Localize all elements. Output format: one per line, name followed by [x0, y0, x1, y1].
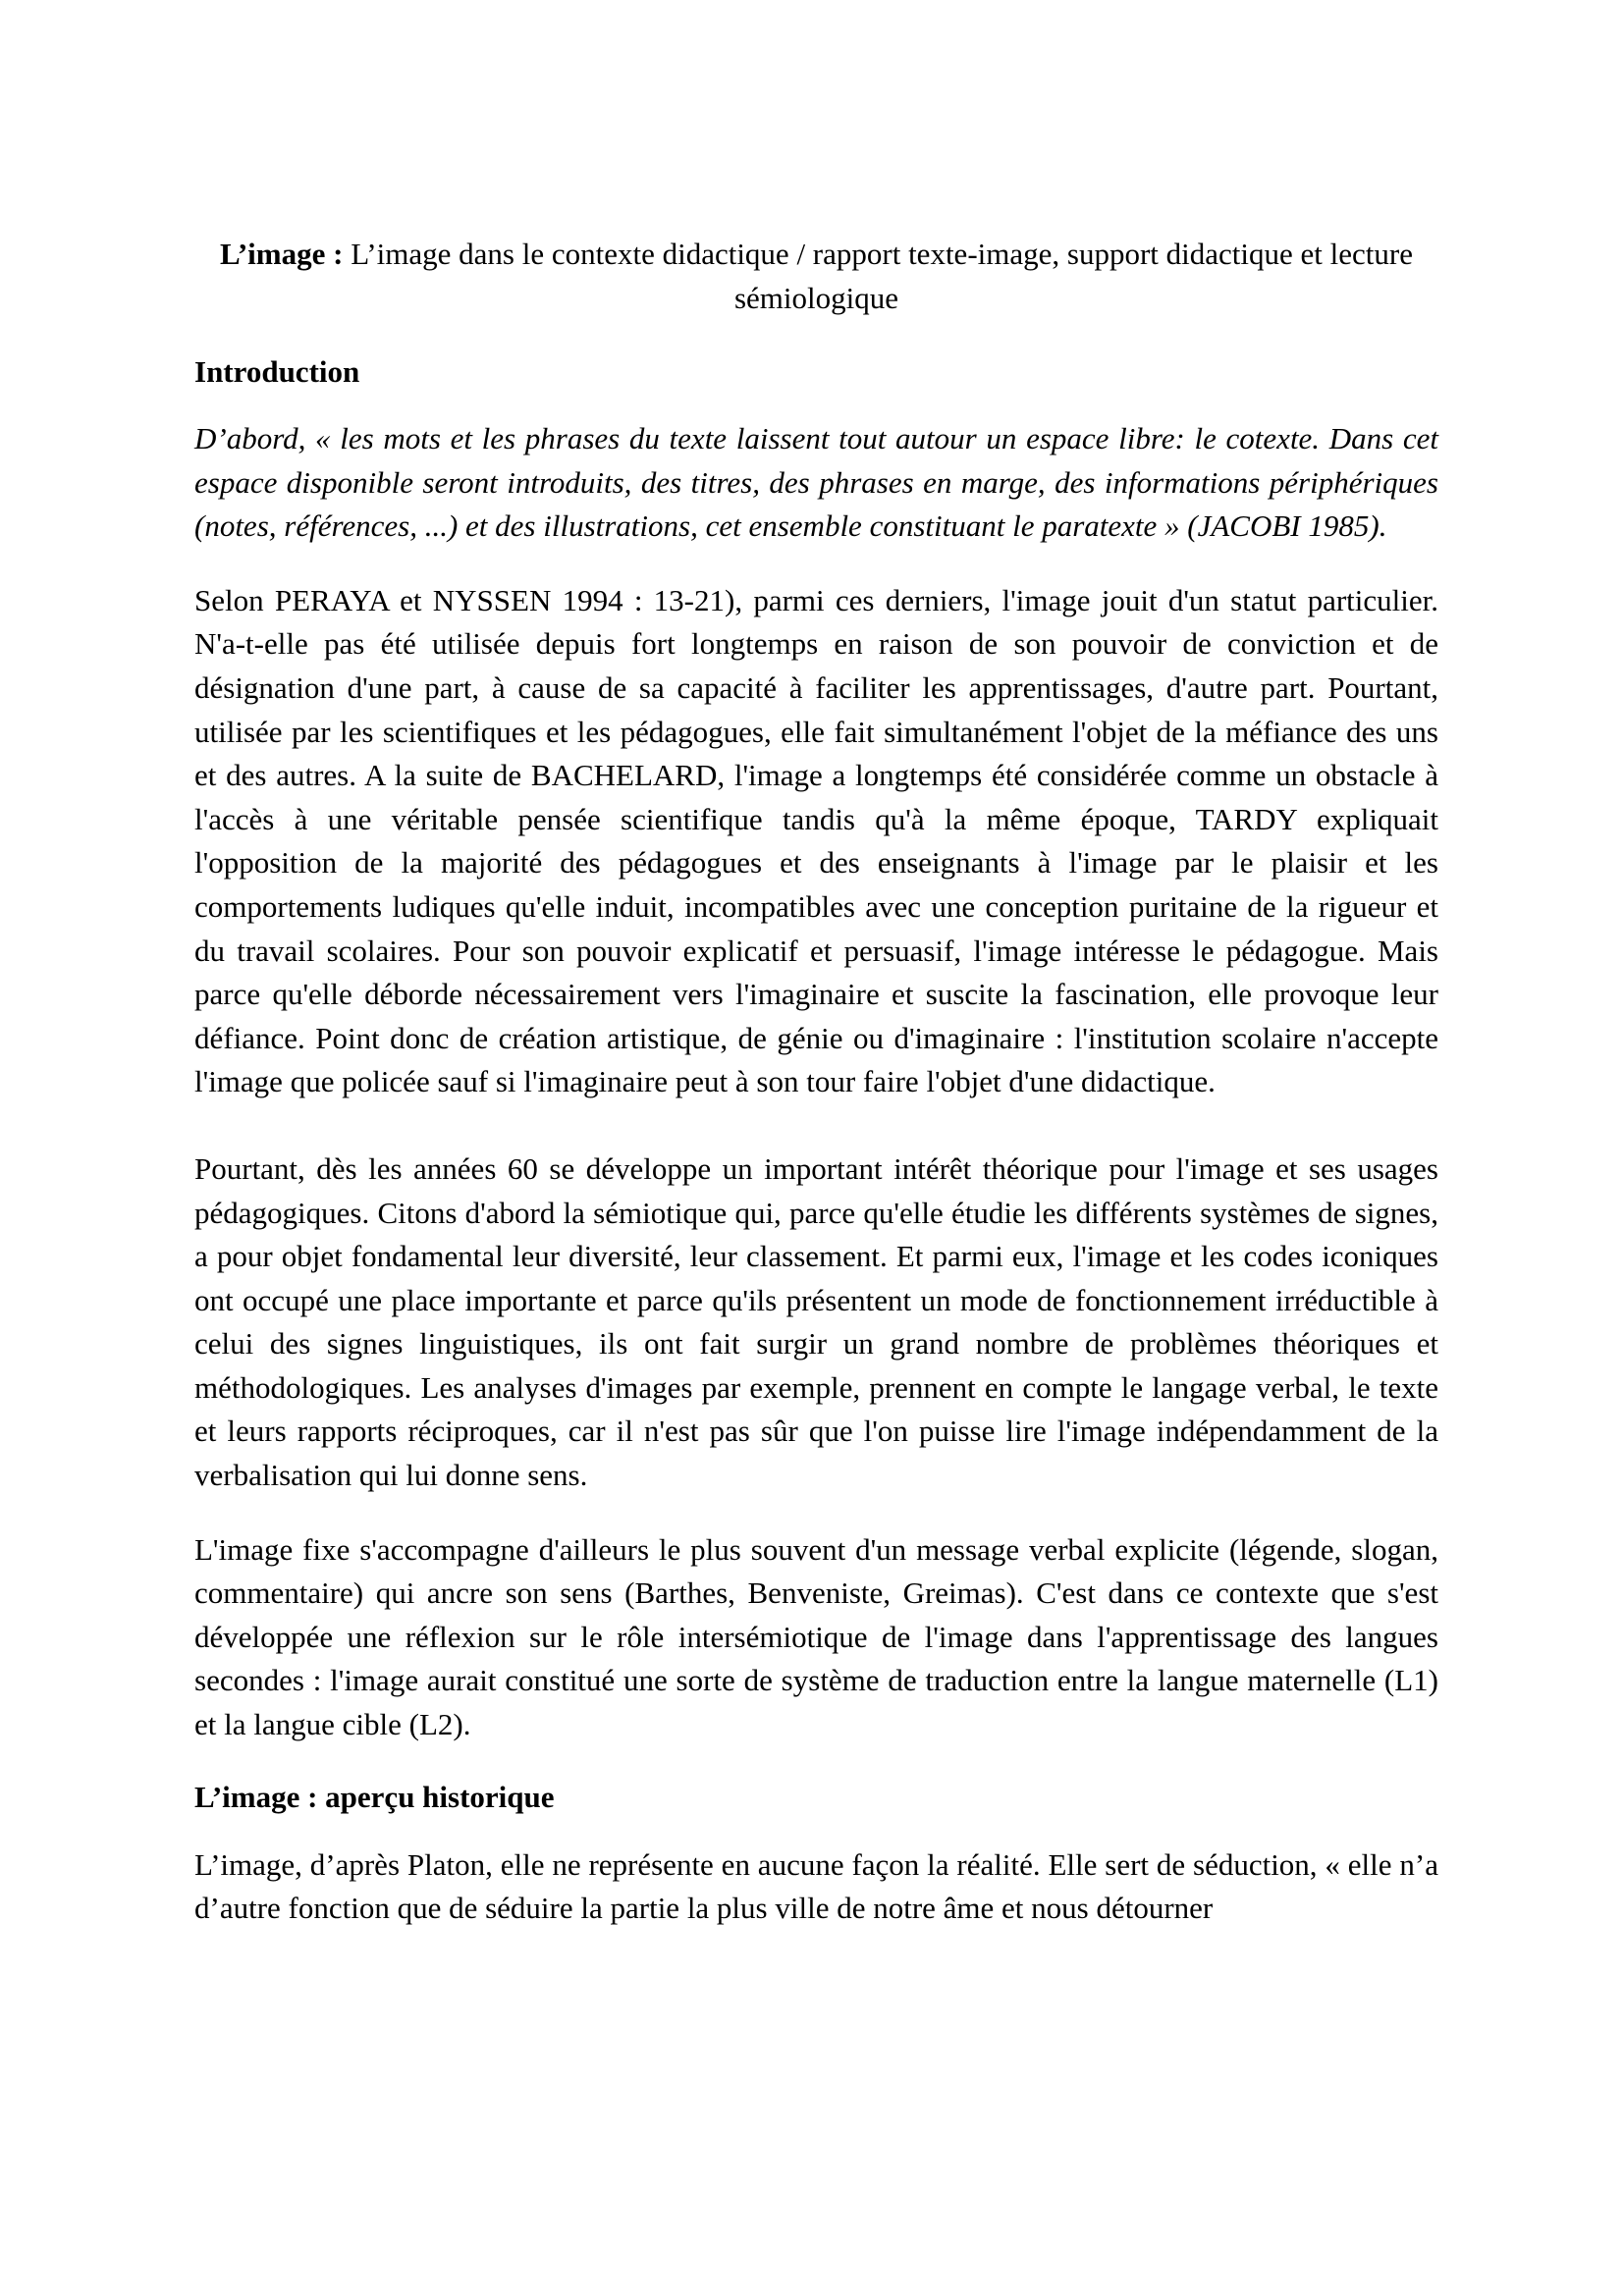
- paragraph-fixed-image: L'image fixe s'accompagne d'ailleurs le plus souvent d'un message verbal explicite (légende, slogan, commentaire) qui ancre son sens (Barthes, Benveniste, Greimas). C'est dans ce contexte que s'est développée une réflexion sur le rôle intersémiotique de l'image dans l'apprentissage des langues secondes : l'image aurait constitué une sorte de système de traduction entre la langue maternelle (L1) et la langue cible (L2).: [194, 1531, 1438, 1742]
- paragraph-perraya-nyssen: Selon PERAYA et NYSSEN 1994 : 13-21), parmi ces derniers, l'image jouit d'un statut particulier. N'a-t-elle pas été utilisée depuis fort longtemps en raison de son pouvoir de conviction et de désignation d'une part, à cause de sa capacité à faciliter les apprentissages, d'autre part. Pourtant, utilisée par les scientifiques et les pédagogues, elle fait simultanément l'objet de la méfiance des uns et des autres. A la suite de BACHELARD, l'image a longtemps été considérée comme un obstacle à l'accès à une véritable pensée scientifique tandis qu'à la même époque, TARDY expliquait l'opposition de la majorité des pédagogues et des enseignants à l'image par le plaisir et les comportements ludiques qu'elle induit, incompatibles avec une conception puritaine de la rigueur et du travail scolaires. Pour son pouvoir explicatif et persuasif, l'image intéresse le pédagogue. Mais parce qu'elle déborde nécessairement vers l'imaginaire et suscite la fascination, elle provoque leur défiance. Point donc de création artistique, de génie ou d'imaginaire : l'institution scolaire n'accepte l'image que policée sauf si l'imaginaire peut à son tour faire l'objet d'une didactique.: [194, 582, 1438, 1099]
- history-heading: L’image : aperçu historique: [194, 1779, 555, 1814]
- title-rest: L’image dans le contexte didactique / rapport texte-image, support didactique et lecture sémiologique: [343, 237, 1413, 315]
- document-page: [194, 232, 1438, 1931]
- intro-quote-paragraph: D’abord, « les mots et les phrases du texte laissent tout autour un espace libre: le cotexte. Dans cet espace disponible seront introduits, des titres, des phrases en marge, des informations périphériques (notes, références, ...) et des illustrations, cet ensemble constituant le paratexte » (JACOBI 1985).: [194, 421, 1438, 544]
- document-title: [194, 232, 1438, 320]
- paragraph-semiotics: Pourtant, dès les années 60 se développe un important intérêt théorique pour l'image et ses usages pédagogiques. Citons d'abord la sémiotique qui, parce qu'elle étudie les différents systèmes de signes, a pour objet fondamental leur diversité, leur classement. Et parmi eux, l'image et les codes iconiques ont occupé une place importante et parce qu'ils présentent un mode de fonctionnement irréductible à celui des signes linguistiques, ils ont fait surgir un grand nombre de problèmes théoriques et méthodologiques. Les analyses d'images par exemple, prennent en compte le langage verbal, le texte et leurs rapports réciproques, car il n'est pas sûr que l'on puisse lire l'image indépendamment de la verbalisation qui lui donne sens.: [194, 1150, 1438, 1493]
- title-bold-part: L’image :: [220, 237, 344, 271]
- introduction-heading: Introduction: [194, 354, 360, 389]
- paragraph-history: L’image, d’après Platon, elle ne représente en aucune façon la réalité. Elle sert de séduction, « elle n’a d’autre fonction que de séduire la partie la plus ville de notre âme et nous détourner: [194, 1846, 1438, 1926]
